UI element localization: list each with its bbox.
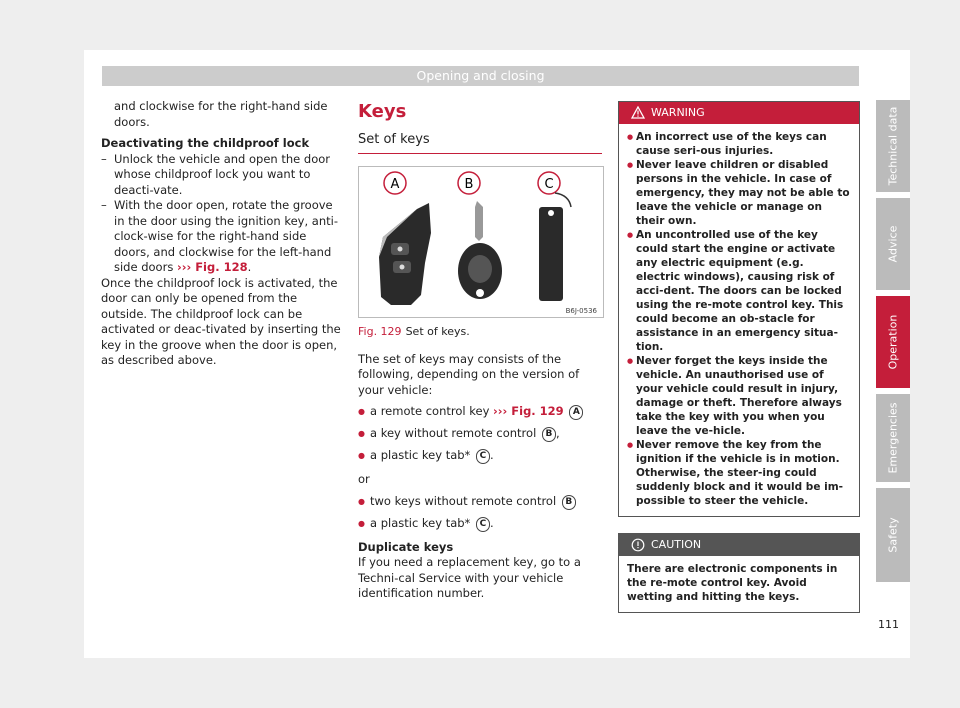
warning-item: ● Never leave children or disabled persons in the vehicle. In case of emergency, they may not be able to leave the vehicle or manage on their own. bbox=[627, 158, 851, 228]
page-number: 111 bbox=[878, 618, 899, 631]
figure-label-c: C bbox=[544, 177, 554, 192]
or-text: or bbox=[358, 472, 370, 486]
key-without-remote-image bbox=[458, 201, 502, 299]
tab-advice[interactable]: Advice bbox=[876, 198, 910, 290]
column-1 bbox=[101, 99, 341, 369]
tab-safety[interactable]: Safety bbox=[876, 488, 910, 582]
step-2: – With the door open, rotate the groove in the door using the ignition key, anti-clock-wise for the right-hand side doors, and clockwise for the left-hand side doors ››› Fig. 128. bbox=[101, 198, 341, 276]
warning-box bbox=[618, 101, 860, 517]
section-title: Keys bbox=[358, 101, 407, 122]
figure-label-a: A bbox=[390, 177, 400, 192]
caution-body: There are electronic components in the re-mote control key. Avoid wetting and hitting the keys. bbox=[627, 563, 838, 603]
tab-operation[interactable]: Operation bbox=[876, 296, 910, 388]
column-3 bbox=[618, 101, 860, 613]
badge-a: A bbox=[569, 405, 583, 420]
warning-header: WARNING bbox=[619, 102, 859, 124]
step-1: – Unlock the vehicle and open the door whose childproof lock you want to deacti-vate. bbox=[101, 152, 341, 199]
continued-text: and clockwise for the right-hand side doors. bbox=[114, 99, 328, 129]
list-item-key-no-remote: ● a key without remote control B , bbox=[358, 426, 602, 442]
childproof-paragraph: Once the childproof lock is activated, the door can only be opened from the outside. The childproof lock can be activated or deac-tivated by inserting the key in the groove when the door is open, as described above. bbox=[101, 275, 341, 367]
figure-caption: Fig. 129 Set of keys. bbox=[358, 325, 470, 338]
remote-key-image bbox=[379, 203, 431, 305]
keys-figure bbox=[358, 166, 604, 318]
caution-box bbox=[618, 533, 860, 613]
badge-b-2: B bbox=[562, 495, 576, 510]
warning-item: ● An uncontrolled use of the key could start the engine or activate any electric equipment (e.g. electric windows), causing risk of acci-dent. The doors can be locked using the re-mote control key. This could become an ob-stacle for assistance in an emergency situa-tion. bbox=[627, 228, 851, 354]
badge-c: C bbox=[476, 449, 490, 464]
badge-b: B bbox=[542, 427, 556, 442]
figure-label-b: B bbox=[464, 177, 474, 192]
subheading-childproof: Deactivating the childproof lock bbox=[101, 136, 310, 150]
warning-item: ● An incorrect use of the keys can cause seri-ous injuries. bbox=[627, 130, 851, 158]
plastic-key-tab-image bbox=[539, 193, 571, 301]
warning-body bbox=[619, 124, 859, 516]
fig-129-link[interactable]: ››› Fig. 129 bbox=[493, 404, 564, 418]
list-item-plastic-tab: ● a plastic key tab* C . bbox=[358, 448, 602, 464]
section-subtitle: Set of keys bbox=[358, 132, 430, 147]
figure-code: B6J-0536 bbox=[565, 307, 597, 315]
keys-intro: The set of keys may consists of the following, depending on the version of your vehicle: bbox=[358, 351, 580, 397]
tab-emergencies[interactable]: Emergencies bbox=[876, 394, 910, 482]
column-2 bbox=[358, 99, 602, 602]
fig-128-link[interactable]: ››› Fig. 128 bbox=[176, 260, 248, 274]
duplicate-keys-heading: Duplicate keys bbox=[358, 539, 454, 554]
duplicate-keys-text: If you need a replacement key, go to a Techni-cal Service with your vehicle identification number. bbox=[358, 555, 581, 600]
keys-illustration bbox=[359, 167, 603, 317]
list-item-two-keys: ● two keys without remote control B bbox=[358, 494, 602, 510]
section-rule bbox=[358, 153, 602, 154]
caution-circle-icon bbox=[631, 538, 645, 552]
warning-triangle-icon bbox=[631, 106, 645, 119]
list-item-remote-key: ● a remote control key ››› Fig. 129 A bbox=[358, 404, 602, 420]
tab-technical-data[interactable]: Technical data bbox=[876, 100, 910, 192]
list-item-plastic-tab-2: ● a plastic key tab* C . bbox=[358, 516, 602, 532]
warning-item: ● Never forget the keys inside the vehicle. An unauthorised use of your vehicle could result in injury, damage or theft. Therefore always take the key with you when you leave the ve-hicle. bbox=[627, 354, 851, 438]
caution-header: CAUTION bbox=[619, 534, 859, 556]
warning-item: ● Never remove the key from the ignition if the vehicle is in motion. Otherwise, the steer-ing could suddenly block and it would be im-possible to steer the vehicle. bbox=[627, 438, 851, 508]
page-header: Opening and closing bbox=[102, 66, 859, 86]
badge-c-2: C bbox=[476, 517, 490, 532]
